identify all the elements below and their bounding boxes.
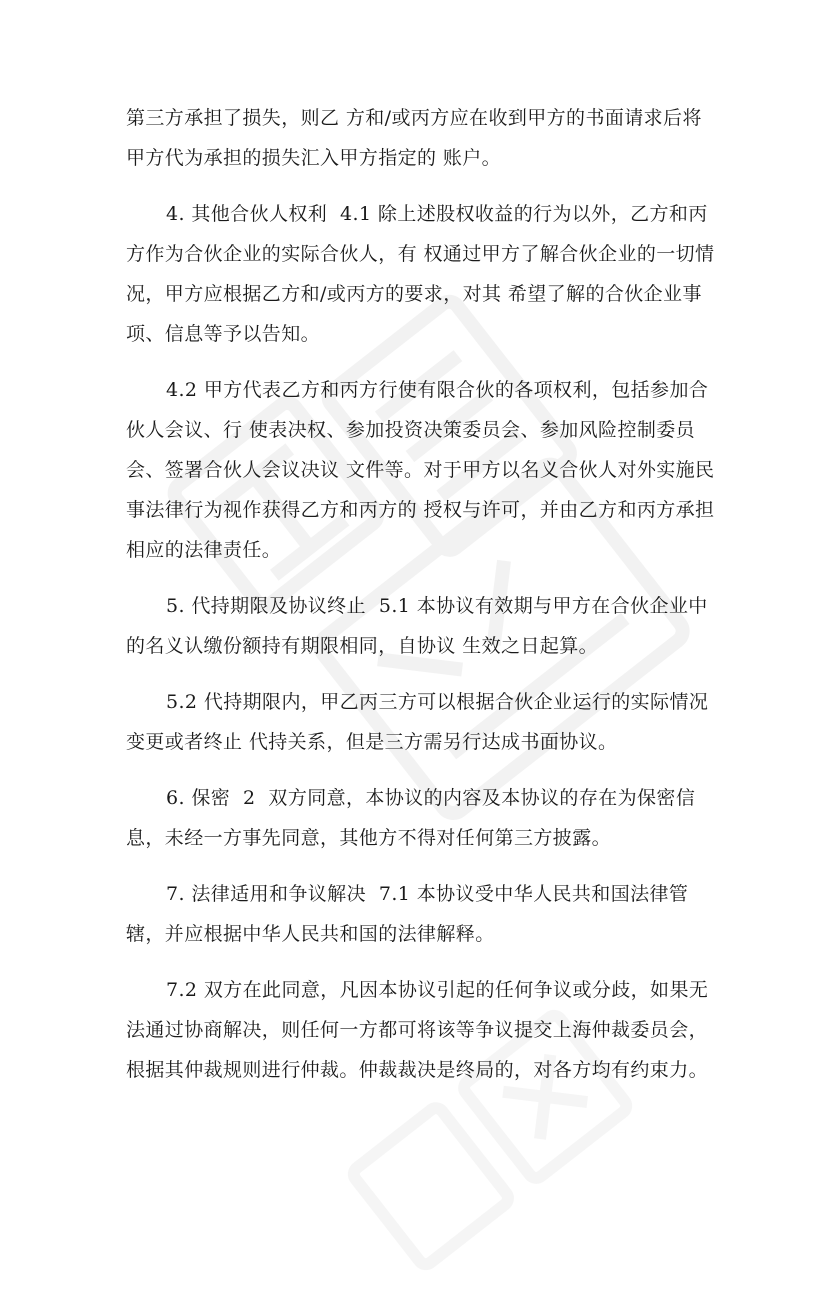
paragraph-arbitration: 7.2 双方在此同意，凡因本协议引起的任何争议或分歧，如果无法通过协商解决，则任何一方都可将该等争议提交上海仲裁委员会，根据其仲裁规则进行仲裁。仲裁裁决是终局的，对各方均有约束力。: [126, 979, 709, 1081]
paragraph-loss-transfer: 第三方承担了损失，则乙 方和/或丙方应在收到甲方的书面请求后将甲方代为承担的损失汇入甲方指定的 账户。: [126, 107, 702, 169]
paragraph-term-and-termination: 5. 代持期限及协议终止 5.1 本协议有效期与甲方在合伙企业中的名义认缴份额持有期限相同，自协议 生效之日起算。: [126, 595, 708, 657]
paragraph-limited-partnership-rights: 4.2 甲方代表乙方和丙方行使有限合伙的各项权利，包括参加合伙人会议、行 使表决权、参加投资决策委员会、参加风险控制委员会、签署合伙人会议决议 文件等。对于甲方以名义合伙人对外实施民事法律行为视作获得乙方和丙方的 授权与许可，并由乙方和丙方承担相应的法律责任。: [126, 379, 715, 561]
paragraph-holding-term-change: 5.2 代持期限内，甲乙丙三方可以根据合伙企业运行的实际情况变更或者终止 代持关系，但是三方需另行达成书面协议。: [126, 691, 709, 753]
paragraph-governing-law: 7. 法律适用和争议解决 7.1 本协议受中华人民共和国法律管辖，并应根据中华人民共和国的法律解释。: [126, 883, 689, 945]
document-body: [126, 98, 716, 1106]
paragraph-confidentiality: 6. 保密 2 双方同意，本协议的内容及本协议的存在为保密信息，未经一方事先同意，其他方不得对任何第三方披露。: [126, 787, 696, 849]
paragraph-other-partner-rights: 4. 其他合伙人权利 4.1 除上述股权收益的行为以外，乙方和丙方作为合伙企业的实际合伙人，有 权通过甲方了解合伙企业的一切情况，甲方应根据乙方和/或丙方的要求，对其 希望了解的合伙企业事项、信息等予以告知。: [126, 203, 715, 345]
